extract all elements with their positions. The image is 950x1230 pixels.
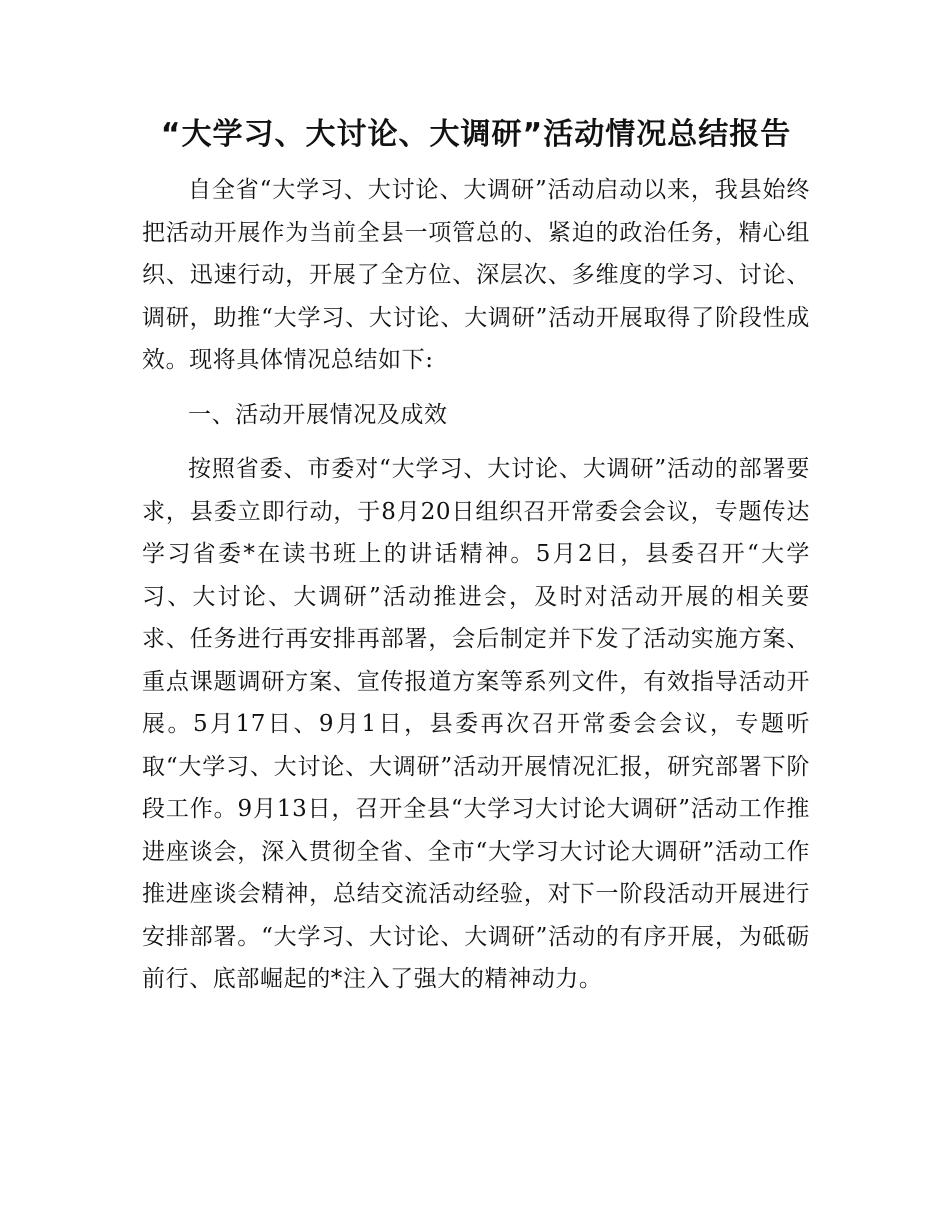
- section-heading: 一、活动开展情况及成效: [188, 401, 448, 428]
- document-title: “大学习、大讨论、大调研”活动情况总结报告: [160, 117, 792, 152]
- document-page: [142, 112, 810, 1001]
- intro-paragraph: 自全省“大学习、大讨论、大调研”活动启动以来，我县始终把活动开展作为当前全县一项管总的、紧迫的政治任务，精心组织、迅速行动，开展了全方位、深层次、多维度的学习、讨论、调研，助推“大学习、大讨论、大调研”活动开展取得了阶段性成效。现将具体情况总结如下:: [142, 177, 810, 373]
- body-paragraph: 按照省委、市委对“大学习、大讨论、大调研”活动的部署要求，县委立即行动，于8月20日组织召开常委会会议，专题传达学习省委*在读书班上的讲话精神。5月2日，县委召开“大学习、大讨论、大调研”活动推进会，及时对活动开展的相关要求、任务进行再安排再部署，会后制定并下发了活动实施方案、重点课题调研方案、宣传报道方案等系列文件，有效指导活动开展。5月17日、9月1日，县委再次召开常委会会议，专题听取“大学习、大讨论、大调研”活动开展情况汇报，研究部署下阶段工作。9月13日，召开全县“大学习大讨论大调研”活动工作推进座谈会，深入贯彻全省、全市“大学习大讨论大调研”活动工作推进座谈会精神，总结交流活动经验，对下一阶段活动开展进行安排部署。“大学习、大讨论、大调研”活动的有序开展，为砥砺前行、底部崛起的*注入了强大的精神动力。: [142, 456, 810, 992]
